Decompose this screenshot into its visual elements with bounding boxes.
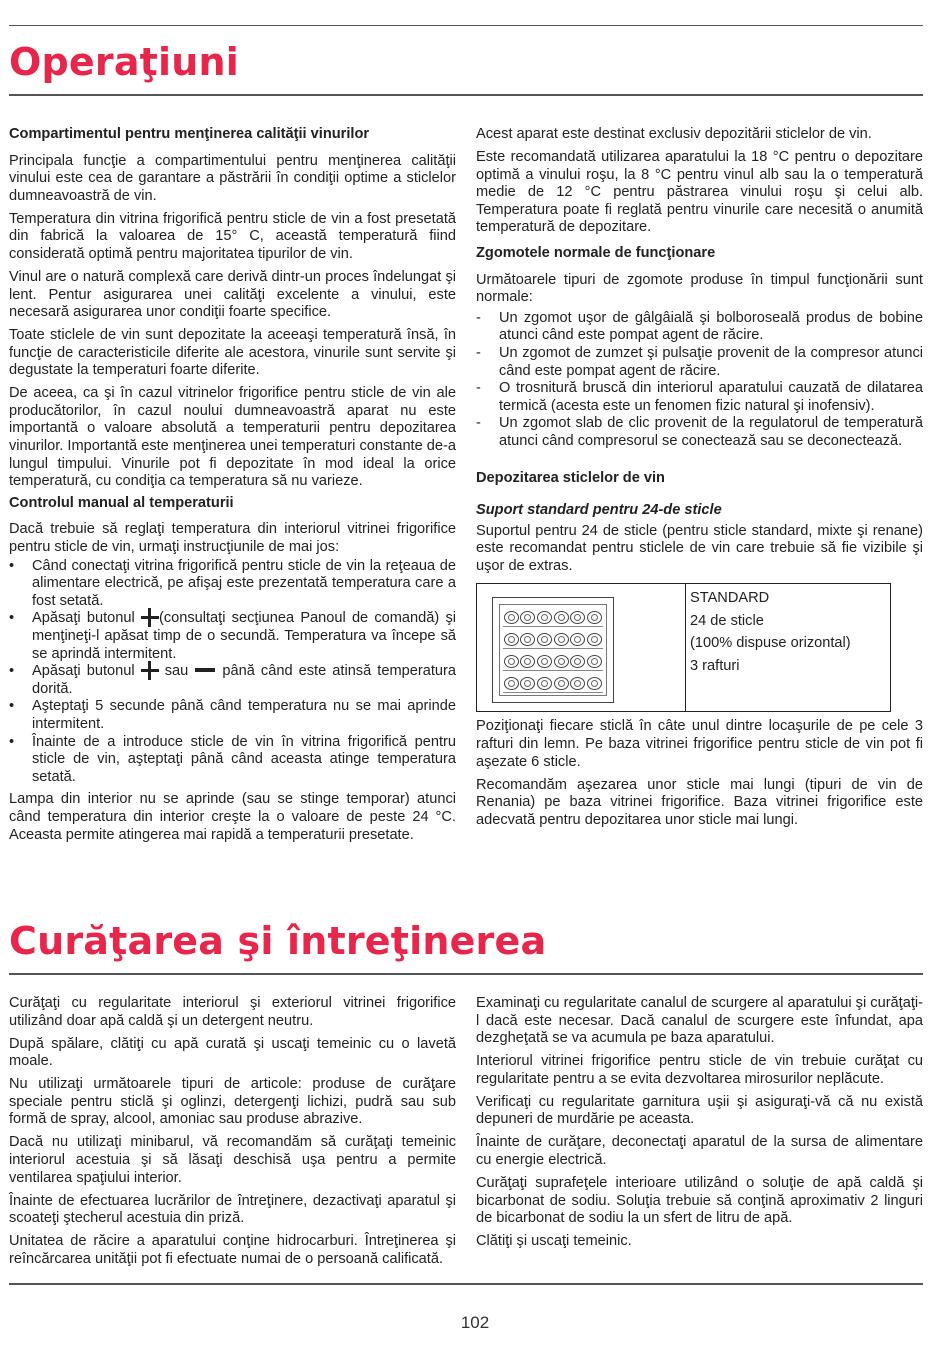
bullet: • xyxy=(9,663,15,680)
bullet: • xyxy=(9,610,15,627)
bottle-icon xyxy=(570,677,585,690)
bottle-icon xyxy=(520,633,535,646)
section-title-operatiuni: Operaţiuni xyxy=(9,40,239,84)
standard-rack-box xyxy=(476,583,891,712)
rack-base xyxy=(503,675,603,693)
paragraph: Curăţaţi cu regularitate interiorul şi exteriorul vitrinei frigorifice utilizând doar apă caldă şi un detergent neutru. xyxy=(9,995,456,1029)
bottle-icon xyxy=(537,633,552,646)
bottle-icon xyxy=(587,655,602,668)
list-item-text: Un zgomot slab de clic provenit de la regulatorul de temperatură atunci când compresorul se conectează sau se deconectează. xyxy=(499,415,923,449)
bottle-icon xyxy=(554,677,569,690)
bottle-icon xyxy=(520,677,535,690)
paragraph: Poziţionaţi fiecare sticlă în câte unul dintre locaşurile de pe cele 3 rafturi din lemn. Pe baza vitrinei frigorifice pentru sticle de vin pot fi aşezate 6 sticle. xyxy=(476,718,923,770)
list-item-text: Aşteptaţi 5 secunde până când temperatura nu se mai aprinde intermitent. xyxy=(32,698,456,732)
list-item-text: sau xyxy=(164,663,189,680)
paragraph: Nu utilizaţi următoarele tipuri de articole: produse de curăţare speciale pentru sticlă şi oglinzi, detergenţi lichizi, pudră sau sub formă de spray, alcool, amoniac sau produse abrazive. xyxy=(9,1076,456,1128)
instruction-list xyxy=(9,558,456,787)
bottle-icon xyxy=(504,611,519,624)
paragraph: Toate sticlele de vin sunt depozitate la aceeaşi temperatură însă, în funcţie de caracteristicile diferite ale acestora, vinurile sunt servite şi degustate la temperaturi foarte diferite. xyxy=(9,327,456,379)
bottle-icon xyxy=(587,677,602,690)
spec-line: 24 de sticle xyxy=(690,612,764,629)
paragraph: După spălare, clătiţi cu apă curată şi uscaţi temeinic cu o lavetă moale. xyxy=(9,1035,456,1070)
title-rule-2 xyxy=(9,973,923,975)
list-item xyxy=(9,663,456,698)
bullet: • xyxy=(9,733,15,750)
minus-button-icon xyxy=(195,668,215,672)
wine-rack-illustration xyxy=(477,584,686,711)
spec-line: STANDARD xyxy=(690,590,770,607)
dash: - xyxy=(476,344,481,361)
paragraph: De aceea, ca şi în cazul vitrinelor frigorifice pentru sticle de vin ale producătorilor, în cazul noului dumneavoastră aparat nu este importantă o valoare absolută a temperaturii pentru depozitarea vinurilor. Importantă este menţinerea unei temperaturi constante de-a lungul timpului. Vinurile pot fi depozitate în mod ideal la orice temperatură, cu condiţia ca temperatura să nu varieze. xyxy=(9,385,456,490)
list-item-text: Apăsaţi butonul xyxy=(32,610,135,627)
dash: - xyxy=(476,380,481,397)
heading-quality-compartment: Compartimentul pentru menţinerea calităţii vinurilor xyxy=(9,126,370,142)
list-item xyxy=(9,610,456,663)
heading-standard-support: Suport standard pentru 24-de sticle xyxy=(476,502,722,519)
noise-list xyxy=(476,310,923,451)
paragraph: Interiorul vitrinei frigorifice pentru sticle de vin trebuie curăţat cu regularitate pentru a se evita dezvoltarea mirosurilor neplăcute. xyxy=(476,1053,923,1087)
bottle-icon xyxy=(554,633,569,646)
section2-right-column xyxy=(476,995,923,1256)
bottle-icon xyxy=(570,655,585,668)
bottle-icon xyxy=(570,633,585,646)
dash: - xyxy=(476,415,481,432)
section1-right-column xyxy=(476,126,923,835)
section-title-curatarea: Curăţarea şi întreţinerea xyxy=(9,919,547,963)
list-item xyxy=(476,310,923,345)
list-item-text: Apăsaţi butonul xyxy=(32,663,135,680)
heading-normal-noises: Zgomotele normale de funcţionare xyxy=(476,244,716,261)
bottle-icon xyxy=(537,611,552,624)
plus-button-icon xyxy=(141,663,159,677)
paragraph: Acest aparat este destinat exclusiv depozitării sticlelor de vin. xyxy=(476,126,872,142)
rack-shelf xyxy=(503,653,603,671)
rack-shelf xyxy=(503,609,603,627)
bullet: • xyxy=(9,698,15,715)
paragraph: Înainte de efectuarea lucrărilor de întreţinere, dezactivaţi aparatul şi scoateţi ştecherul acestuia din priză. xyxy=(9,1192,456,1227)
list-item-text: până când este atinsă temperatura dorită. xyxy=(32,663,456,697)
dash: - xyxy=(476,309,481,326)
paragraph: Temperatura din vitrina frigorifică pentru sticle de vin a fost presetată din fabrică la valoarea de 15° C, această temperatură fiind considerată optimă pentru majoritatea tipurilor de vin. xyxy=(9,210,456,262)
bottle-icon xyxy=(537,655,552,668)
paragraph: Suportul pentru 24 de sticle (pentru sticle standard, mixte şi renane) este recomandat pentru sticlele de vin care trebuie să fie vizibile şi uşor de extras. xyxy=(476,522,923,574)
paragraph: Principala funcţie a compartimentului pentru menţinerea calităţii vinului este cea de garantare a păstrării în condiţii optime a sticlelor dumneavoastră de vin. xyxy=(9,152,456,204)
list-item-text: O trosnitură bruscă din interiorul aparatului cauzată de dilatarea termică (acesta este un fenomen fizic natural şi inofensiv). xyxy=(499,380,923,414)
list-item-text: Înainte de a introduce sticle de vin în vitrina frigorifică pentru sticle de vin, aşteptaţi până când aceasta atinge temperatura setată. xyxy=(32,733,456,785)
list-item-text: Când conectaţi vitrina frigorifică pentru sticle de vin la reţeaua de alimentare electrică, pe afişaj este prezentată temperatura care a fost setată. xyxy=(32,557,456,609)
spec-line: 3 rafturi xyxy=(690,657,740,674)
list-item-text: (consultaţi secţiunea Panoul de comandă) şi menţineţi-l apăsat timp de o secundă. Temperatura va începe să se aprindă intermitent. xyxy=(32,610,456,662)
spec-line: (100% dispuse orizontal) xyxy=(690,635,851,652)
paragraph: Dacă nu utilizaţi minibarul, vă recomandăm să curăţaţi temeinic interiorul acestuia şi să lăsaţi deschisă uşa pentru a permite ventilarea spaţiului interior. xyxy=(9,1134,456,1186)
bottle-icon xyxy=(570,611,585,624)
paragraph: Înainte de curăţare, deconectaţi aparatul de la sursa de alimentare cu energie electrică. xyxy=(476,1134,923,1168)
paragraph: Vinul are o natură complexă care derivă dintr-un proces îndelungat şi lent. Pentur asigurarea unei calităţi excelente a vinului, este necesară asigurarea unor condiţii foarte specifice. xyxy=(9,268,456,321)
paragraph: Dacă trebuie să reglaţi temperatura din interiorul vitrinei frigorifice pentru sticle de vin, urmaţi instrucţiunile de mai jos: xyxy=(9,521,456,556)
rack-shelf xyxy=(503,631,603,649)
list-item xyxy=(476,415,923,450)
bottom-rule xyxy=(9,1283,923,1285)
paragraph: Lampa din interior nu se aprinde (sau se stinge temporar) atunci când temperatura din interior creşte la o valoare de peste 24 °C. Aceasta permite atingerea mai rapidă a temperaturii presetate. xyxy=(9,791,456,843)
bottle-icon xyxy=(554,611,569,624)
paragraph: Clătiţi şi uscaţi temeinic. xyxy=(476,1233,632,1250)
plus-button-icon xyxy=(141,610,159,624)
paragraph: Unitatea de răcire a aparatului conţine hidrocarburi. Întreţinerea şi reîncărcarea unităţii pot fi efectuate numai de o persoană calificată. xyxy=(9,1233,456,1267)
bottle-icon xyxy=(520,611,535,624)
list-item xyxy=(9,734,456,787)
bottle-icon xyxy=(520,655,535,668)
top-rule xyxy=(9,25,923,26)
list-item xyxy=(476,380,923,415)
bottle-icon xyxy=(504,655,519,668)
section2-left-column xyxy=(9,995,456,1274)
section1-left-column xyxy=(9,126,456,850)
bottle-icon xyxy=(587,633,602,646)
heading-manual-temperature: Controlul manual al temperaturii xyxy=(9,494,234,511)
paragraph: Examinaţi cu regularitate canalul de scurgere al aparatului şi curăţaţi-l dacă este necesar. Dacă canalul de scurgere este înfundat, apa dezgheţată se va acumula pe baza aparatului. xyxy=(476,995,923,1047)
list-item xyxy=(476,345,923,380)
bottle-icon xyxy=(537,677,552,690)
list-item xyxy=(9,558,456,611)
list-item xyxy=(9,698,456,733)
paragraph: Este recomandată utilizarea aparatului la 18 °C pentru o depozitare optimă a vinului roşu, la 8 °C pentru vinul alb sau la o temperatură medie de 12 °C pentru păstrarea vinului roşu şi celui alb. Temperatura poate fi reglată pentru vinurile care necesită o anumită temperatură de depozitare. xyxy=(476,148,923,236)
page-number: 102 xyxy=(460,1313,490,1332)
rack-frame xyxy=(492,597,614,703)
paragraph: Verificaţi cu regularitate garnitura uşii şi asiguraţi-vă că nu există depuneri de murdărie pe aceasta. xyxy=(476,1093,923,1128)
paragraph: Recomandăm aşezarea unor sticle mai lungi (tipuri de vin de Renania) pe baza vitrinei frigorifice. Baza vitrinei frigorifice este adecvată pentru depozitarea unor sticle mai lungi. xyxy=(476,776,923,828)
heading-wine-storage: Depozitarea sticlelor de vin xyxy=(476,470,665,487)
bottle-icon xyxy=(504,677,519,690)
paragraph: Următoarele tipuri de zgomote produse în timpul funcţionării sunt normale: xyxy=(476,271,923,306)
paragraph: Curăţaţi suprafeţele interioare utilizând o soluţie de apă caldă şi bicarbonat de sodiu. Soluţia trebuie să conţină aproximativ 2 linguri de bicarbonat de sodiu la un sfert de litru de apă. xyxy=(476,1174,923,1227)
list-item-text: Un zgomot de zumzet şi pulsaţie provenit de la compresor atunci când este pompat agent de răcire. xyxy=(499,344,923,379)
bottle-icon xyxy=(587,611,602,624)
bullet: • xyxy=(9,557,15,574)
rack-interior xyxy=(499,604,607,696)
bottle-icon xyxy=(554,655,569,668)
standard-rack-specs xyxy=(686,584,851,711)
bottle-icon xyxy=(504,633,519,646)
list-item-text: Un zgomot uşor de gâlgâială şi bolboroseală produs de bobine atunci când este pompat agent de răcire. xyxy=(499,309,923,344)
title-rule-1 xyxy=(9,94,923,96)
